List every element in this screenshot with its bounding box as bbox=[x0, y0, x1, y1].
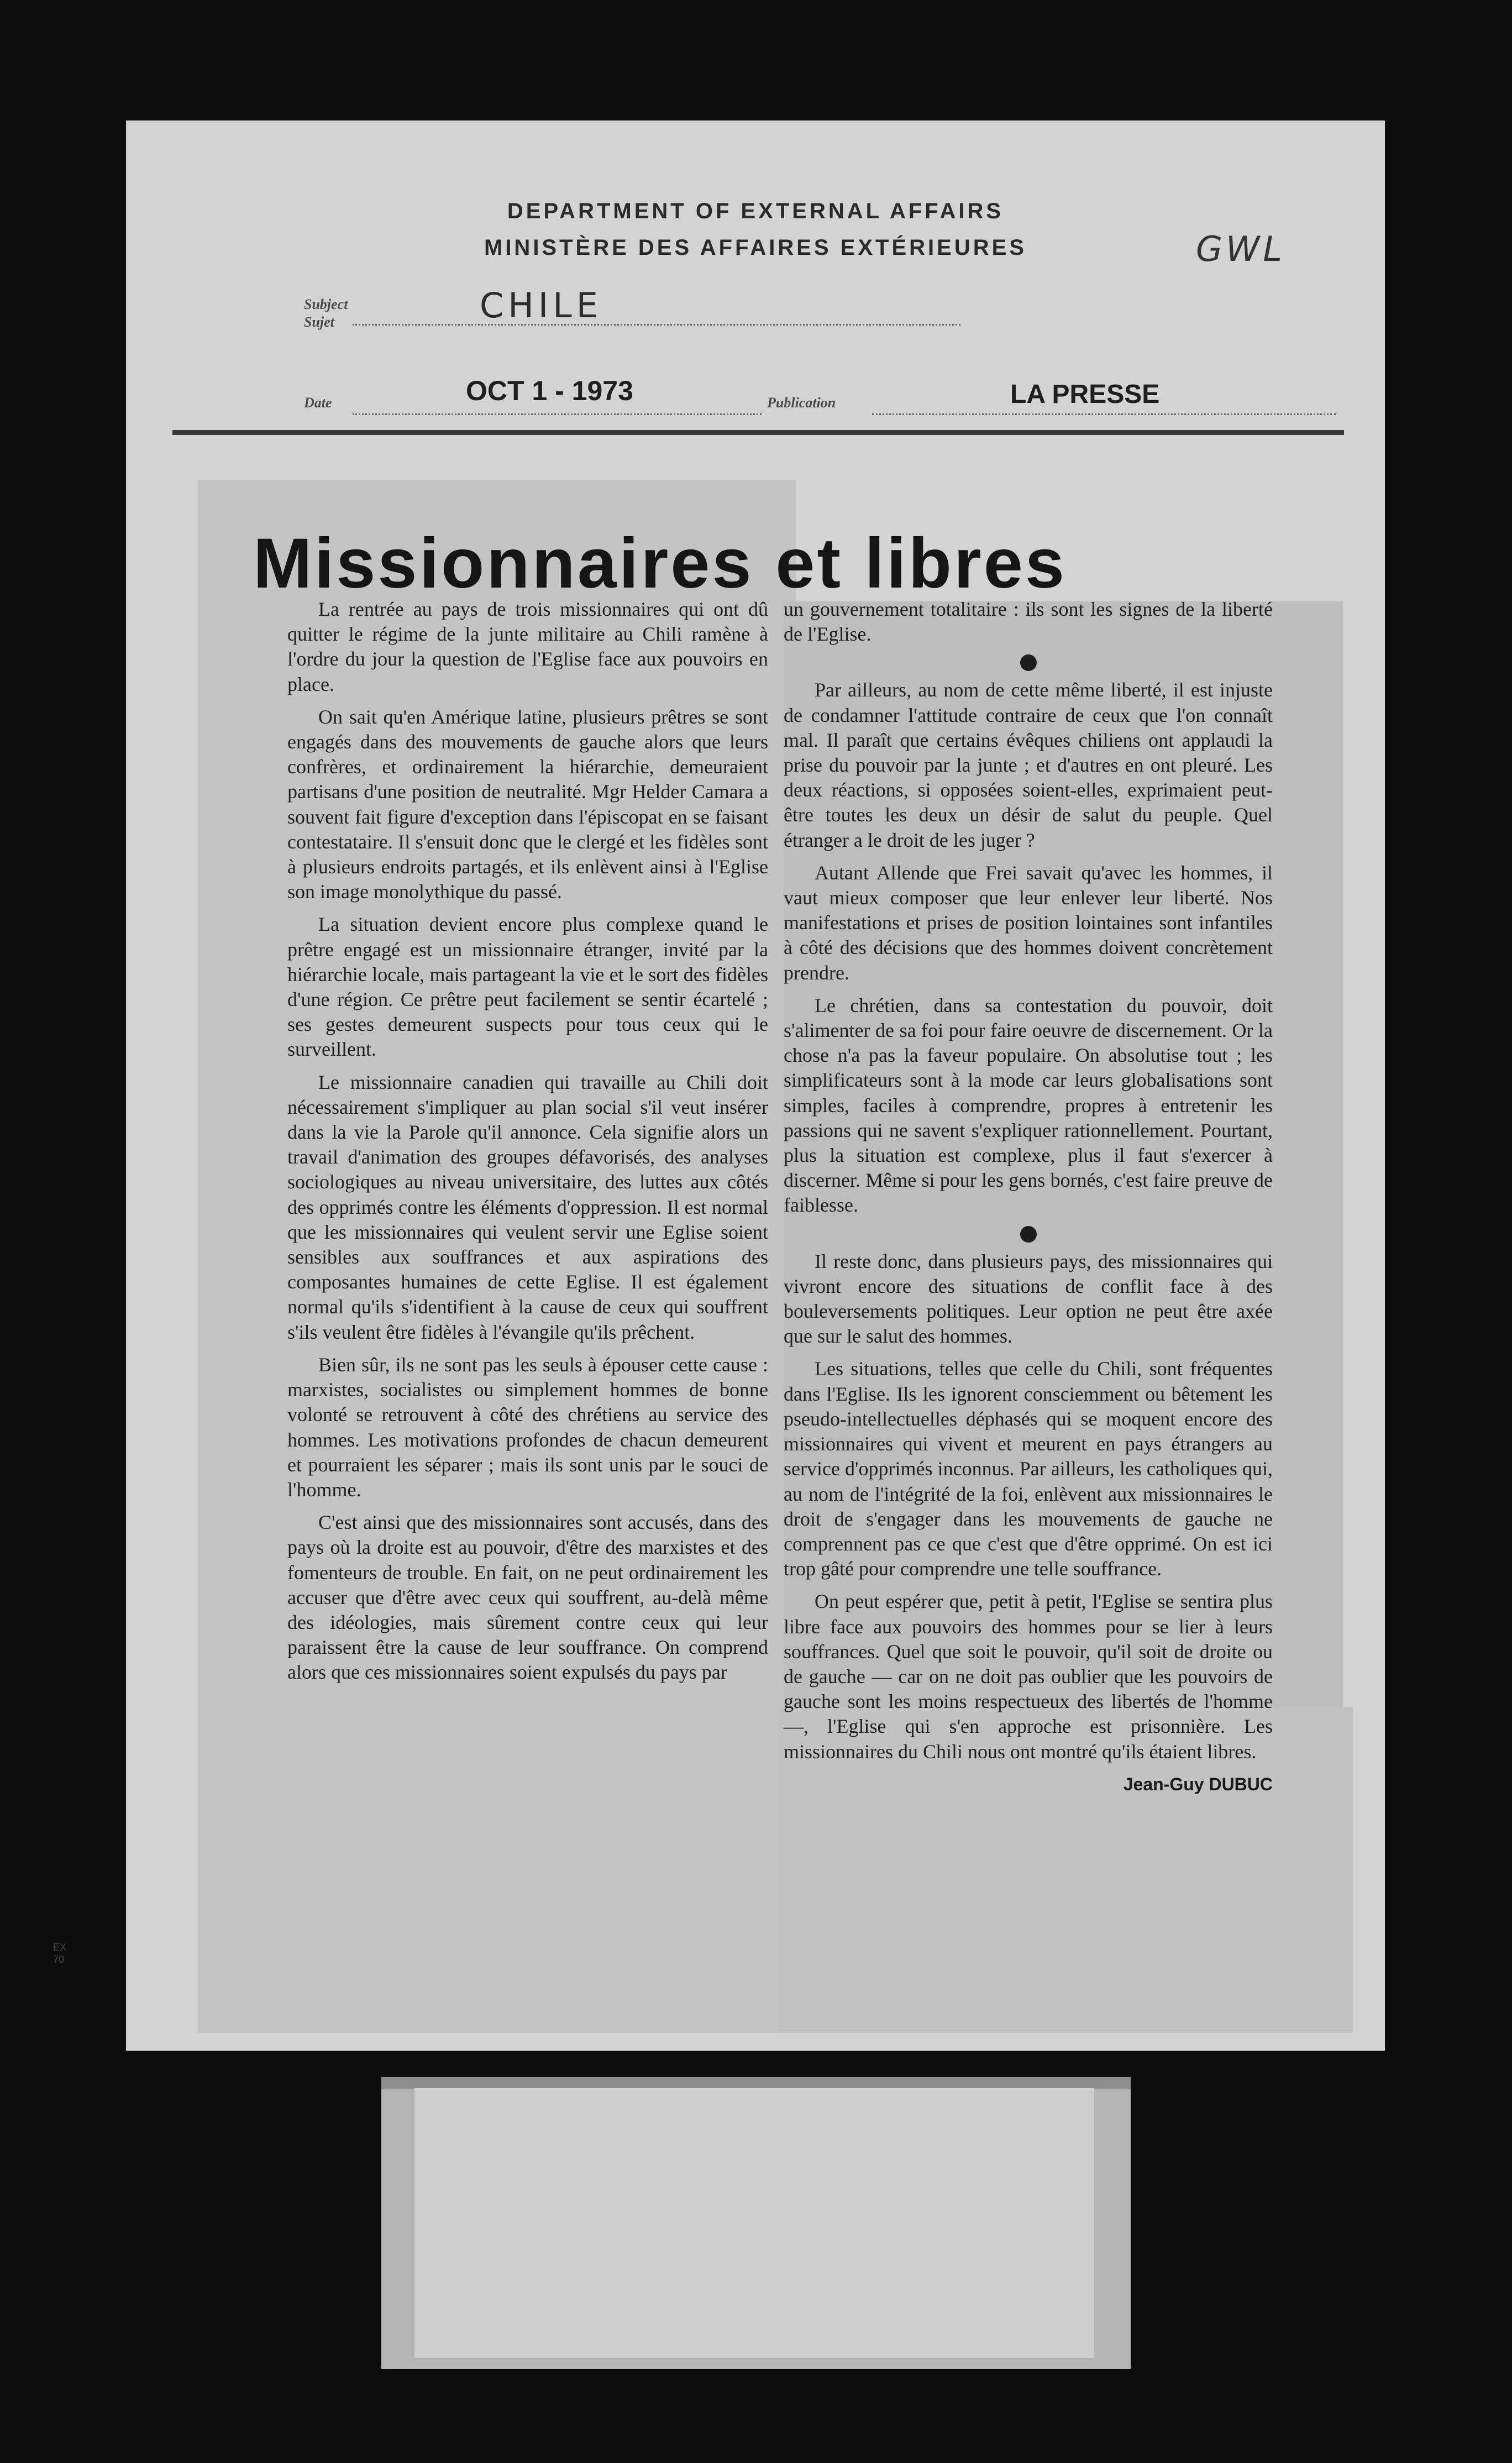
department-heading-fr: MINISTÈRE DES AFFAIRES EXTÉRIEURES bbox=[484, 235, 1027, 260]
paragraph: On peut espérer que, petit à petit, l'Eglise se sentira plus libre face aux pouvoirs des hommes pour se lier à leurs souffrances. Quel que soit le pouvoir, qu'il soit de droite ou de gauche — car on ne doit pas oublier que les pouvoirs de gauche sont les moins respectueux des libertés de l'homme —, l'Eglise qui s'en approche est prisonnière. Les missionnaires du Chili nous ont montré qu'ils étaient libres. bbox=[784, 1590, 1273, 1763]
publication-line bbox=[872, 413, 1336, 415]
subject-value: CHILE bbox=[480, 285, 602, 326]
subject-label: Subject bbox=[304, 296, 348, 312]
publication-value: LA PRESSE bbox=[1010, 380, 1160, 409]
paragraph: La rentrée au pays de trois missionnaires qui ont dû quitter le régime de la junte militaire au Chili ramène à l'ordre du jour la question de l'Eglise face aux pouvoirs en place. bbox=[287, 598, 768, 695]
paragraph: C'est ainsi que des missionnaires sont accusés, dans des pays où la droite est au pouvoir, d'être des marxistes et des fomenteurs de trouble. En fait, on ne peut ordinairement les accuser que d'être avec ceux qui souffrent, au-delà même des idéologies, mais sûrement contre ceux qui leur paraissent être la cause de leur souffrance. On comprend alors que ces missionnaires soient expulsés du pays par bbox=[287, 1511, 768, 1684]
article-headline: Missionnaires et libres bbox=[253, 524, 1067, 603]
date-line bbox=[353, 413, 762, 415]
department-heading-en: DEPARTMENT OF EXTERNAL AFFAIRS bbox=[507, 199, 1004, 223]
paragraph: On sait qu'en Amérique latine, plusieurs prêtres se sont engagés dans des mouvements de gauche alors que leurs confrères, et ordinairement la hiérarchie, demeuraient partisans d'une position de neutralité. Mgr Helder Camara a souvent fait figure d'exception dans l'épiscopat en se faisant contestataire. Il s'ensuit donc que le clergé et les fidèles sont à plusieurs endroits partagés, et ils enlèvent ainsi à l'Eglise son image monolythique du passé. bbox=[287, 705, 768, 903]
publication-label: Publication bbox=[767, 395, 836, 411]
paragraph: Le missionnaire canadien qui travaille au Chili doit nécessairement s'impliquer au plan social s'il veut insérer dans la vie la Parole qu'il annonce. Cela signifie alors un travail d'animation des groupes défavorisés, des analyses sociologiques au niveau universitaire, des luttes aux côtés des opprimés contre les éléments d'oppression. Il est normal que les missionnaires qui veulent servir une Eglise soient sensibles aux souffrances et aux aspirations des composantes humaines de cette Eglise. Il est également normal qu'ils s'identifient à la cause de ceux qui souffrent s'ils veulent être fidèles à l'évangile qu'ils prêchent. bbox=[287, 1071, 768, 1343]
paragraph: un gouvernement totalitaire : ils sont les signes de la liberté de l'Eglise. bbox=[784, 598, 1273, 646]
margin-note: EX 70 bbox=[53, 1942, 67, 1965]
paragraph: Les situations, telles que celle du Chili, sont fréquentes dans l'Eglise. Ils les ignorent consciemment ou bêtement les pseudo-intellectuelles déphasés qui se moquent encore des missionnaires qui vivent et meurent en pays étrangers au service d'opprimés inconnus. Par ailleurs, les catholiques qui, au nom de l'intégrité de la foi, enlèvent aux missionnaires le droit de s'engager dans les mouvements de gauche ne comprennent pas ce que c'est que d'être opprimé. On est ici trop gâté pour comprendre une telle souffrance. bbox=[784, 1358, 1273, 1580]
card-edge bbox=[381, 2077, 1131, 2089]
header-rule bbox=[172, 430, 1344, 435]
paragraph: La situation devient encore plus complexe quand le prêtre engagé est un missionnaire étranger, invité par la hiérarchie locale, mais partageant la vie et le sort des fidèles d'une région. Ce prêtre peut facilement se sentir écartelé ; ses gestes demeurent suspects pour tous ceux qui le surveillent. bbox=[287, 913, 768, 1061]
subject-label-fr: Sujet bbox=[304, 314, 334, 330]
section-bullet bbox=[1020, 1226, 1037, 1243]
article-column-right bbox=[784, 597, 1273, 1797]
article-column-left bbox=[287, 597, 768, 1693]
date-label: Date bbox=[304, 395, 332, 411]
article-byline: Jean-Guy DUBUC bbox=[1123, 1774, 1273, 1794]
date-value: OCT 1 - 1973 bbox=[466, 375, 633, 406]
section-bullet bbox=[1020, 654, 1037, 671]
paragraph: Il reste donc, dans plusieurs pays, des missionnaires qui vivront encore des situations de conflit face à des bouleversements politiques. Leur option ne peut être axée que sur le salut des hommes. bbox=[784, 1250, 1273, 1348]
card-inner bbox=[414, 2088, 1094, 2358]
subject-line bbox=[353, 324, 960, 326]
paragraph: Par ailleurs, au nom de cette même liberté, il est injuste de condamner l'attitude contraire de ceux que l'on connaît mal. Il paraît que certains évêques chiliens ont applaudi la prise du pouvoir par la junte ; et d'autres en ont pleuré. Les deux réactions, si opposées soient-elles, exprimaient peut-être toutes les deux un désir de salut du peuple. Quel étranger a le droit de les juger ? bbox=[784, 679, 1273, 851]
paragraph: Bien sûr, ils ne sont pas les seuls à épouser cette cause : marxistes, socialistes ou simplement hommes de bonne volonté se retrouvent à côté des chrétiens au service des hommes. Les motivations profondes de chacun demeurent et pourraient les séparer ; mais ils sont unis par le souci de l'homme. bbox=[287, 1353, 768, 1501]
handwritten-initials: GWL bbox=[1196, 229, 1285, 269]
paragraph: Autant Allende que Frei savait qu'avec les hommes, il vaut mieux composer que leur enlever leur liberté. Nos manifestations et prises de position lointaines sont infantiles à côté des décisions que des hommes doivent concrètement prendre. bbox=[784, 861, 1273, 984]
mounting-card bbox=[381, 2077, 1131, 2369]
paragraph: Le chrétien, dans sa contestation du pouvoir, doit s'alimenter de sa foi pour faire oeuvre de discernement. Or la chose n'a pas la faveur populaire. On absolutise tout ; les simplificateurs sont à la mode car leurs globalisations sont simples, faciles à comprendre, propres à entretenir les passions qui ne savent s'expliquer rationnellement. Pourtant, plus la situation est complexe, plus il faut s'exercer à discerner. Même si pour les gens bornés, c'est faire preuve de faiblesse. bbox=[784, 994, 1273, 1217]
